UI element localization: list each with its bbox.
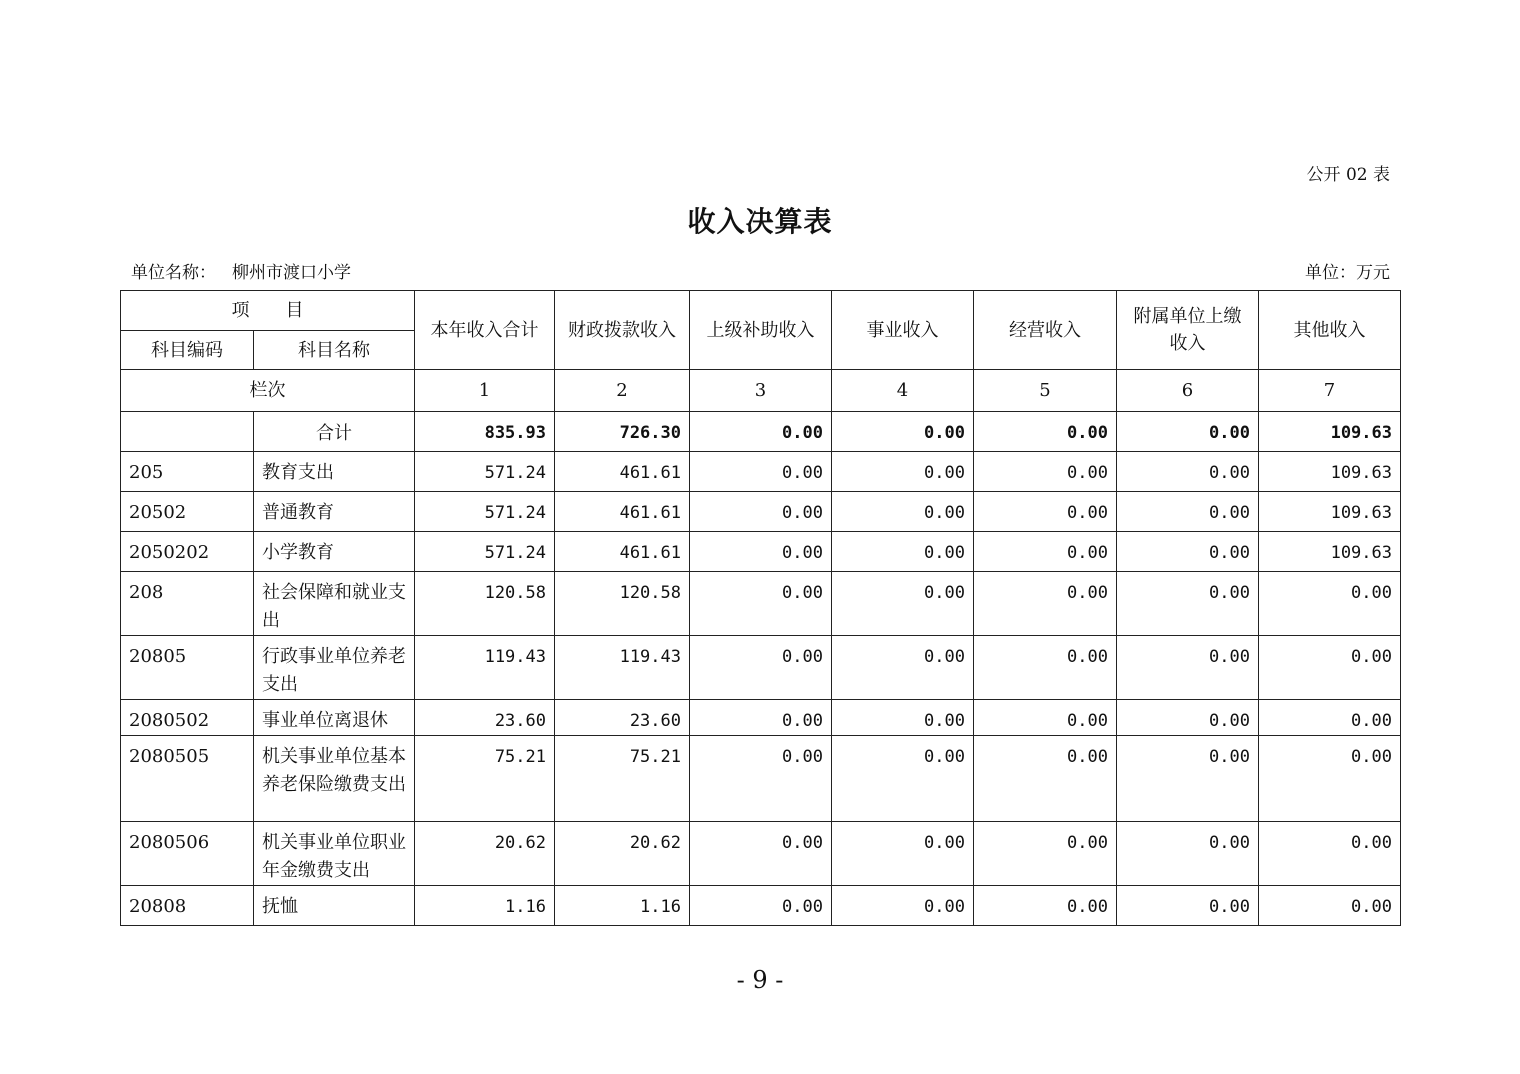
- table-row: [121, 886, 1401, 926]
- row-value: 1.16: [415, 886, 555, 926]
- row-value: 0.00: [832, 572, 974, 636]
- unit-name-label: 单位名称：: [131, 263, 216, 283]
- header-code: 科目编码: [121, 331, 254, 370]
- row-code: 2080502: [121, 700, 254, 736]
- header-col: 事业收入: [832, 291, 974, 370]
- row-code: 20808: [121, 886, 254, 926]
- row-value: 0.00: [832, 822, 974, 886]
- row-value: 0.00: [974, 452, 1117, 492]
- unit-name-value: 柳州市渡口小学: [232, 263, 351, 283]
- table-row: [121, 492, 1401, 532]
- total-value: 0.00: [974, 412, 1117, 452]
- row-value: 0.00: [690, 452, 832, 492]
- row-value: 0.00: [832, 886, 974, 926]
- total-value: 0.00: [1117, 412, 1259, 452]
- header-col: 经营收入: [974, 291, 1117, 370]
- row-value: 75.21: [415, 736, 555, 822]
- page-number: - 9 -: [736, 966, 784, 994]
- row-name: 教育支出: [254, 452, 415, 492]
- row-value: 0.00: [1259, 822, 1401, 886]
- column-number: 6: [1117, 370, 1259, 412]
- row-code: 2050202: [121, 532, 254, 572]
- header-row-label: 栏次: [121, 370, 415, 412]
- row-value: 571.24: [415, 452, 555, 492]
- row-code: 208: [121, 572, 254, 636]
- table-row: [121, 822, 1401, 886]
- row-value: 0.00: [832, 636, 974, 700]
- row-name: 社会保障和就业支出: [254, 572, 415, 636]
- column-number: 4: [832, 370, 974, 412]
- row-value: 0.00: [1117, 452, 1259, 492]
- row-value: 0.00: [690, 532, 832, 572]
- row-value: 0.00: [690, 700, 832, 736]
- unit-name: [131, 258, 367, 283]
- income-table: [120, 290, 1401, 926]
- row-value: 120.58: [555, 572, 690, 636]
- total-row: [121, 412, 1401, 452]
- row-value: 0.00: [1117, 886, 1259, 926]
- table-row: [121, 532, 1401, 572]
- row-value: 75.21: [555, 736, 690, 822]
- row-value: 20.62: [555, 822, 690, 886]
- column-number: 1: [415, 370, 555, 412]
- total-value: 726.30: [555, 412, 690, 452]
- row-value: 109.63: [1259, 532, 1401, 572]
- row-value: 0.00: [690, 886, 832, 926]
- table-row: [121, 572, 1401, 636]
- total-code: [121, 412, 254, 452]
- row-value: 20.62: [415, 822, 555, 886]
- row-code: 20805: [121, 636, 254, 700]
- row-value: 1.16: [555, 886, 690, 926]
- row-value: 119.43: [415, 636, 555, 700]
- header-col: 附属单位上缴收入: [1117, 291, 1259, 370]
- row-value: 0.00: [832, 736, 974, 822]
- header-col: 其他收入: [1259, 291, 1401, 370]
- row-name: 机关事业单位职业年金缴费支出: [254, 822, 415, 886]
- row-value: 0.00: [1117, 532, 1259, 572]
- row-value: 571.24: [415, 532, 555, 572]
- row-code: 205: [121, 452, 254, 492]
- unit-label: 单位：万元: [1305, 263, 1390, 283]
- row-value: 461.61: [555, 532, 690, 572]
- row-value: 0.00: [1117, 736, 1259, 822]
- row-value: 0.00: [832, 532, 974, 572]
- row-value: 0.00: [1259, 700, 1401, 736]
- column-number: 5: [974, 370, 1117, 412]
- row-value: 0.00: [974, 572, 1117, 636]
- row-name: 机关事业单位基本养老保险缴费支出: [254, 736, 415, 822]
- row-value: 0.00: [690, 736, 832, 822]
- row-value: 23.60: [415, 700, 555, 736]
- row-value: 0.00: [1117, 822, 1259, 886]
- row-code: 20502: [121, 492, 254, 532]
- column-number: 2: [555, 370, 690, 412]
- table-row: [121, 700, 1401, 736]
- column-number: 7: [1259, 370, 1401, 412]
- row-value: 120.58: [415, 572, 555, 636]
- row-value: 119.43: [555, 636, 690, 700]
- row-value: 109.63: [1259, 452, 1401, 492]
- total-label: 合计: [254, 412, 415, 452]
- row-value: 109.63: [1259, 492, 1401, 532]
- row-value: 0.00: [1117, 572, 1259, 636]
- header-col: 财政拨款收入: [555, 291, 690, 370]
- total-value: 835.93: [415, 412, 555, 452]
- row-value: 0.00: [690, 492, 832, 532]
- row-value: 0.00: [974, 636, 1117, 700]
- row-code: 2080506: [121, 822, 254, 886]
- table-row: [121, 636, 1401, 700]
- row-value: 0.00: [974, 532, 1117, 572]
- total-value: 0.00: [832, 412, 974, 452]
- header-col: 本年收入合计: [415, 291, 555, 370]
- table-row: [121, 452, 1401, 492]
- page-title: 收入决算表: [687, 205, 833, 238]
- header-col: 上级补助收入: [690, 291, 832, 370]
- header-name: 科目名称: [254, 331, 415, 370]
- row-name: 事业单位离退休: [254, 700, 415, 736]
- row-value: 0.00: [690, 822, 832, 886]
- row-value: 0.00: [1117, 492, 1259, 532]
- row-name: 行政事业单位养老支出: [254, 636, 415, 700]
- row-value: 0.00: [832, 452, 974, 492]
- header-item: 项 目: [121, 291, 415, 331]
- row-value: 461.61: [555, 452, 690, 492]
- form-number: 公开 02 表: [1306, 165, 1390, 185]
- column-number: 3: [690, 370, 832, 412]
- row-value: 0.00: [974, 822, 1117, 886]
- row-name: 普通教育: [254, 492, 415, 532]
- row-value: 0.00: [1259, 736, 1401, 822]
- row-value: 0.00: [974, 492, 1117, 532]
- total-value: 0.00: [690, 412, 832, 452]
- row-value: 0.00: [1117, 700, 1259, 736]
- row-value: 0.00: [974, 886, 1117, 926]
- row-value: 0.00: [974, 736, 1117, 822]
- row-value: 461.61: [555, 492, 690, 532]
- row-value: 571.24: [415, 492, 555, 532]
- row-value: 23.60: [555, 700, 690, 736]
- row-value: 0.00: [690, 636, 832, 700]
- row-value: 0.00: [1259, 886, 1401, 926]
- table-row: [121, 736, 1401, 822]
- row-value: 0.00: [690, 572, 832, 636]
- row-code: 2080505: [121, 736, 254, 822]
- row-value: 0.00: [974, 700, 1117, 736]
- row-value: 0.00: [832, 492, 974, 532]
- row-value: 0.00: [832, 700, 974, 736]
- row-value: 0.00: [1259, 636, 1401, 700]
- row-value: 0.00: [1259, 572, 1401, 636]
- row-name: 抚恤: [254, 886, 415, 926]
- row-name: 小学教育: [254, 532, 415, 572]
- row-value: 0.00: [1117, 636, 1259, 700]
- total-value: 109.63: [1259, 412, 1401, 452]
